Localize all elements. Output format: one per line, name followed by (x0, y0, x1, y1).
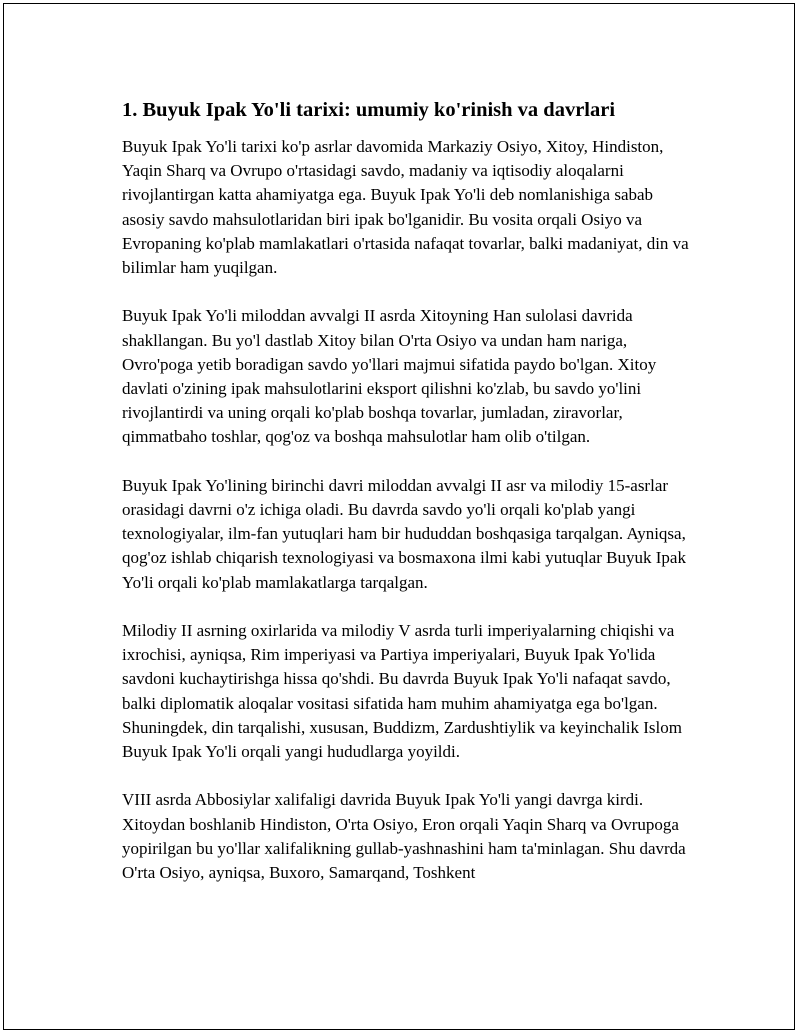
paragraph-4: Milodiy II asrning oxirlarida va milodiy V asrda turli imperiyalarning chiqishi va ixrochisi, ayniqsa, Rim imperiyasi va Partiya imperiyalari, Buyuk Ipak Yo'lida savdoni kuchaytirishga hissa qo'shdi. Bu davrda Buyuk Ipak Yo'li nafaqat savdo, balki diplomatik aloqalar vositasi sifatida ham muhim ahamiyatga ega bo'lgan. Shuningdek, din tarqalishi, xususan, Buddizm, Zardushtiylik va keyinchalik Islom Buyuk Ipak Yo'li orqali yangi hududlarga yoyildi. (122, 621, 682, 762)
document-page (3, 3, 795, 1030)
paragraph-3: Buyuk Ipak Yo'lining birinchi davri miloddan avvalgi II asr va milodiy 15-asrlar orasidagi davrni o'z ichiga oladi. Bu davrda savdo yo'li orqali ko'plab yangi texnologiyalar, ilm-fan yutuqlari ham bir hududdan boshqasiga tarqalgan. Ayniqsa, qog'oz ishlab chiqarish texnologiyasi va bosmaxona ilmi kabi yutuqlar Buyuk Ipak Yo'li orqali ko'plab mamlakatlarga tarqalgan. (122, 475, 686, 592)
section-heading: 1. Buyuk Ipak Yo'li tarixi: umumiy ko'rinish va davrlari (122, 99, 616, 121)
paragraph-5: VIII asrda Abbosiylar xalifaligi davrida Buyuk Ipak Yo'li yangi davrga kirdi. Xitoydan boshlanib Hindiston, O'rta Osiyo, Eron orqali Yaqin Sharq va Ovrupoga yopirilgan bu yo'llar xalifalikning gullab-yashnashini ham ta'minlagan. Shu davrda O'rta Osiyo, ayniqsa, Buxoro, Samarqand, Toshkent (122, 790, 686, 883)
paragraph-2: Buyuk Ipak Yo'li miloddan avvalgi II asrda Xitoyning Han sulolasi davrida shakllangan. Bu yo'l dastlab Xitoy bilan O'rta Osiyo va undan ham nariga, Ovro'poga yetib boradigan savdo yo'llari majmui sifatida paydo bo'lgan. Xitoy davlati o'zining ipak mahsulotlarini eksport qilishni ko'zlab, bu savdo yo'lini rivojlantirdi va uning orqali ko'plab boshqa tovarlar, jumladan, ziravorlar, qimmatbaho toshlar, qog'oz va boshqa mahsulotlar ham olib o'tilgan. (122, 306, 657, 447)
document-body (122, 96, 692, 909)
paragraph-1: Buyuk Ipak Yo'li tarixi ko'p asrlar davomida Markaziy Osiyo, Xitoy, Hindiston, Yaqin Sharq va Ovrupo o'rtasidagi savdo, madaniy va iqtisodiy aloqalarni rivojlantirgan katta ahamiyatga ega. Buyuk Ipak Yo'li deb nomlanishiga sabab asosiy savdo mahsulotlaridan biri ipak bo'lganidir. Bu vosita orqali Osiyo va Evropaning ko'plab mamlakatlari o'rtasida nafaqat tovarlar, balki madaniyat, din va bilimlar ham yuqilgan. (122, 137, 689, 278)
